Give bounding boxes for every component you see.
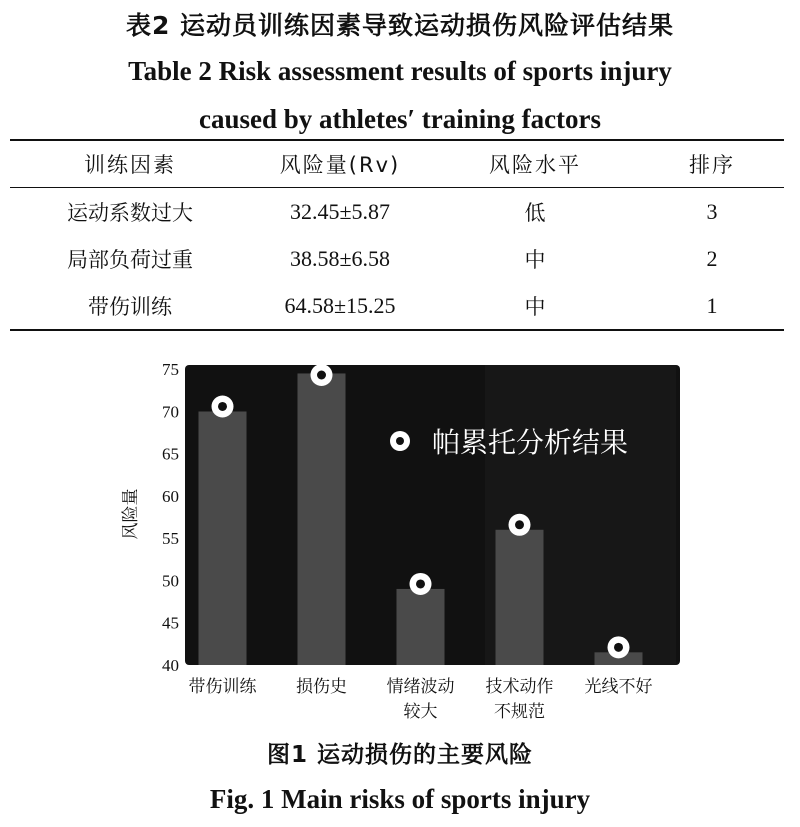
table-cell: 1 [706, 292, 718, 318]
pareto-bar-chart [0, 355, 800, 725]
bar-marker-center [515, 520, 524, 529]
legend-marker-center [396, 437, 404, 445]
table-cell: 中 [524, 294, 546, 319]
figure-caption-en: Fig. 1 Main risks of sports injury [209, 784, 591, 814]
x-tick-label: 损伤史 [296, 677, 347, 697]
y-tick-label: 65 [162, 444, 179, 464]
risk-table [10, 139, 784, 331]
bar [496, 530, 544, 665]
table-title-en-line1: Table 2 Risk assessment results of sports injury [128, 56, 672, 86]
x-tick-label: 光线不好 [584, 677, 653, 697]
table-cell: 64.58±15.25 [284, 292, 396, 318]
y-tick-label: 70 [162, 402, 179, 422]
bar-marker-center [614, 643, 623, 652]
table-row [10, 188, 784, 236]
y-axis-ticks [162, 360, 179, 675]
y-tick-label: 60 [162, 486, 179, 506]
x-tick-label: 情绪波动 [386, 677, 455, 697]
column-header: 排序 [689, 153, 735, 177]
y-tick-label: 75 [162, 360, 179, 380]
table-cell: 局部负荷过重 [67, 247, 193, 272]
table-row [10, 282, 784, 330]
y-tick-label: 50 [162, 571, 179, 591]
table-cell: 2 [706, 245, 718, 271]
column-header: 训练因素 [84, 153, 176, 177]
column-header: 风险量(Rv) [279, 153, 401, 177]
table-cell: 38.58±6.58 [289, 245, 391, 271]
table-header-row [10, 140, 784, 188]
figure-caption-cn: 图1 运动损伤的主要风险 [266, 742, 533, 768]
bar [298, 373, 346, 665]
legend-label: 帕累托分析结果 [432, 426, 629, 459]
table-cell: 运动系数过大 [67, 200, 193, 225]
x-tick-label: 不规范 [494, 702, 545, 722]
column-header: 风险水平 [489, 153, 581, 177]
x-axis-labels [189, 677, 653, 722]
x-tick-label: 较大 [403, 702, 438, 722]
table-cell: 带伤训练 [88, 294, 172, 319]
y-tick-label: 40 [162, 656, 179, 675]
table-title-en-line2: caused by athletes′ training factors [198, 104, 602, 134]
x-tick-label: 带伤训练 [188, 677, 257, 697]
bar-marker-center [317, 371, 326, 380]
y-tick-label: 55 [162, 529, 179, 549]
table-cell: 低 [524, 200, 546, 225]
bar-marker-center [218, 402, 227, 411]
table-cell: 32.45±5.87 [289, 198, 391, 224]
table-cell: 3 [706, 198, 718, 224]
bar [397, 589, 445, 665]
bar [199, 411, 247, 665]
table-cell: 中 [524, 247, 546, 272]
y-tick-label: 45 [162, 613, 179, 633]
x-tick-label: 技术动作 [485, 677, 554, 697]
table-row [10, 235, 784, 282]
y-axis-label: 风险量 [121, 488, 141, 540]
table-title-cn: 表2 运动员训练因素导致运动损伤风险评估结果 [125, 11, 675, 40]
bar-marker-center [416, 579, 425, 588]
